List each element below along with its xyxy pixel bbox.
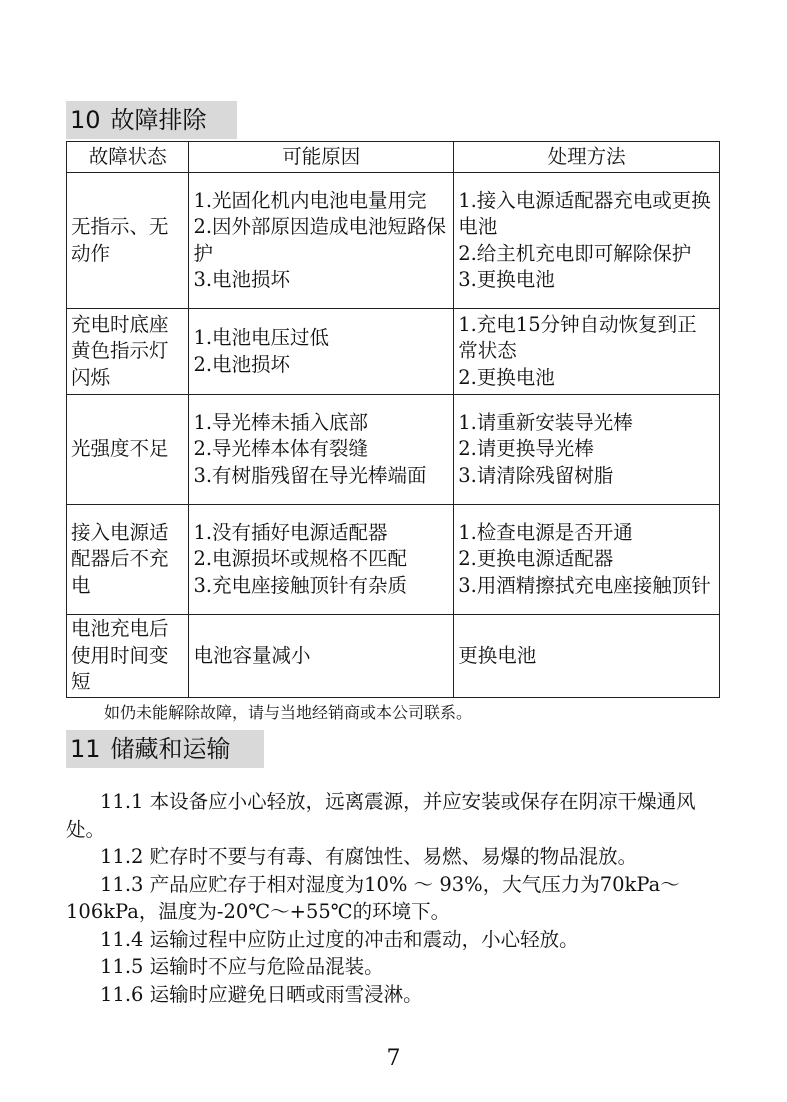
solution-item: 3.更换电池 xyxy=(458,268,555,291)
section-11-heading xyxy=(66,730,264,768)
fault-causes xyxy=(189,505,454,615)
header-solution: 处理方法 xyxy=(454,142,720,173)
solution-item: 1.充电15分钟自动恢复到正常状态 xyxy=(458,312,697,363)
fault-causes xyxy=(189,395,454,505)
list-item: 11.1 本设备应小心轻放，远离震源，并应安装或保存在阴凉干燥通风处。 xyxy=(66,790,696,841)
fault-state: 无指示、无动作 xyxy=(67,173,189,309)
contact-note: 如仍未能解除故障，请与当地经销商或本公司联系。 xyxy=(104,703,473,722)
solution-item: 2.更换电源适配器 xyxy=(458,547,614,571)
cause-item: 3.有树脂残留在导光棒端面 xyxy=(193,463,427,487)
fault-causes xyxy=(189,309,454,395)
cause-item: 2.因外部原因造成电池短路保护 xyxy=(193,215,447,265)
cause-item: 3.充电座接触顶针有杂质 xyxy=(193,573,408,597)
fault-causes xyxy=(189,173,454,309)
storage-transport-list xyxy=(66,788,720,1008)
list-item: 11.5 运输时不应与危险品混装。 xyxy=(100,955,384,978)
section-10-title: 故障排除 xyxy=(110,106,207,134)
page-number: 7 xyxy=(386,1046,401,1071)
section-11-number: 11 xyxy=(70,735,101,763)
list-item: 11.4 运输过程中应防止过度的冲击和震动，小心轻放。 xyxy=(100,927,579,951)
solution-item: 3.请清除残留树脂 xyxy=(458,463,614,487)
table-row xyxy=(67,615,720,698)
solution-item: 2.给主机充电即可解除保护 xyxy=(458,241,692,265)
fault-solutions xyxy=(454,173,720,309)
header-cause: 可能原因 xyxy=(189,142,454,173)
solution-item: 1.请重新安装导光棒 xyxy=(458,410,633,434)
fault-solutions xyxy=(454,395,720,505)
list-item: 11.3 产品应贮存于相对湿度为10% ～ 93%，大气压力为70kPa～106kPa，温度为-20℃～+55℃的环境下。 xyxy=(66,872,680,923)
troubleshooting-table xyxy=(66,141,720,698)
solution-item: 1.接入电源适配器充电或更换电池 xyxy=(458,188,711,238)
section-11-title: 储藏和运输 xyxy=(110,735,231,763)
cause-item: 2.电源损坏或规格不匹配 xyxy=(193,547,408,571)
section-10-number: 10 xyxy=(70,106,101,134)
cause-item: 1.光固化机内电池电量用完 xyxy=(193,188,427,212)
list-item: 11.2 贮存时不要与有毒、有腐蚀性、易燃、易爆的物品混放。 xyxy=(100,845,638,868)
solution-item: 3.用酒精擦拭充电座接触顶针 xyxy=(458,573,711,597)
fault-solutions xyxy=(454,505,720,615)
cause-item: 1.电池电压过低 xyxy=(193,326,330,349)
table-row xyxy=(67,505,720,615)
cause-item: 2.电池损坏 xyxy=(193,352,291,376)
solution-item: 更换电池 xyxy=(458,643,537,667)
solution-item: 1.检查电源是否开通 xyxy=(458,520,633,544)
fault-causes xyxy=(189,615,454,698)
cause-item: 1.导光棒未插入底部 xyxy=(193,410,369,434)
header-state: 故障状态 xyxy=(67,142,189,173)
fault-state: 充电时底座黄色指示灯闪烁 xyxy=(67,309,189,395)
cause-item: 1.没有插好电源适配器 xyxy=(193,520,388,544)
fault-solutions xyxy=(454,309,720,395)
fault-state: 接入电源适配器后不充电 xyxy=(67,505,189,615)
table-row xyxy=(67,395,720,505)
list-item: 11.6 运输时应避免日晒或雨雪浸淋。 xyxy=(100,982,423,1006)
solution-item: 2.更换电池 xyxy=(458,365,555,389)
cause-item: 2.导光棒本体有裂缝 xyxy=(193,437,369,461)
fault-state: 光强度不足 xyxy=(67,395,189,505)
solution-item: 2.请更换导光棒 xyxy=(458,437,594,461)
table-row xyxy=(67,309,720,395)
fault-state: 电池充电后使用时间变短 xyxy=(67,615,189,698)
cause-item: 电池容量减小 xyxy=(193,643,311,667)
cause-item: 3.电池损坏 xyxy=(193,268,291,291)
fault-solutions xyxy=(454,615,720,698)
section-10-heading xyxy=(66,101,237,139)
table-row xyxy=(67,173,720,309)
table-header-row xyxy=(67,142,720,173)
